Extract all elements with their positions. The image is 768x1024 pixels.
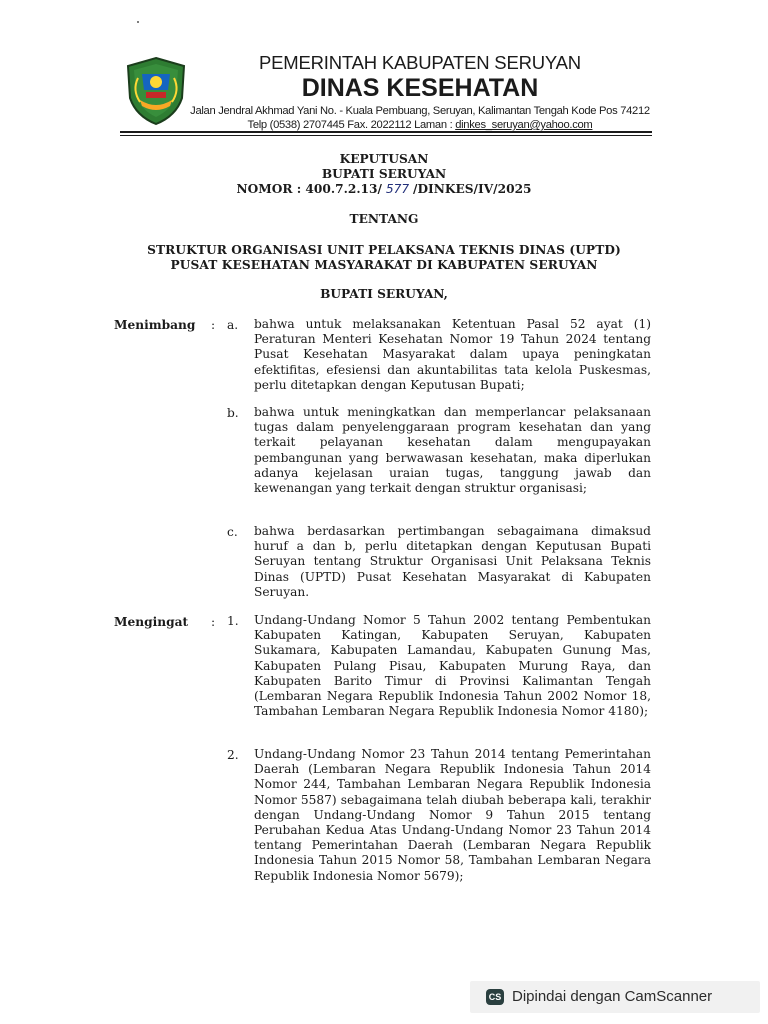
letterhead-rule-thick [120, 131, 652, 133]
mengingat-marker: 2. [227, 748, 239, 762]
letterhead-address: Jalan Jendral Akhmad Yani No. - Kuala Pembuang, Seruyan, Kalimantan Tengah Kode Pos 74212 [190, 105, 650, 117]
menimbang-marker: a. [227, 318, 239, 332]
letterhead-agency: DINAS KESEHATAN [301, 74, 539, 102]
camscanner-watermark [470, 981, 760, 1013]
scan-speck [137, 21, 139, 23]
decree-title-line: STRUKTUR ORGANISASI UNIT PELAKSANA TEKNIS DINAS (UPTD) [147, 243, 621, 257]
mengingat-colon: : [211, 615, 216, 629]
menimbang-item: bahwa berdasarkan pertimbangan sebagaimana dimaksud huruf a dan b, perlu ditetapkan dengan Keputusan Bupati Seruyan tentang Struktur Organisasi Unit Pelaksana Teknis Dinas (UPTD) Pusat Kesehatan Masyarakat di Kabupaten Seruyan. [254, 524, 651, 599]
decree-number-suffix: /DINKES/IV/2025 [413, 182, 532, 196]
letterhead-phone-fax: Telp (0538) 2707445 Fax. 2022112 Laman : [247, 119, 456, 131]
letterhead-government: PEMERINTAH KABUPATEN SERUYAN [259, 52, 581, 73]
mengingat-label: Mengingat [114, 615, 189, 629]
decree-type: KEPUTUSAN [339, 152, 429, 166]
decree-tentang: TENTANG [349, 212, 419, 226]
camscanner-logo-icon: CS [486, 989, 504, 1005]
regency-coat-of-arms-icon [124, 56, 188, 126]
menimbang-label: Menimbang [114, 318, 196, 332]
mengingat-item: Undang-Undang Nomor 23 Tahun 2014 tentang Pemerintahan Daerah (Lembaran Negara Republik Indonesia Tahun 2014 Nomor 244, Tambahan Lembaran Negara Republik Indonesia Nomor 5587) sebagaimana telah diubah beberapa kali, terakhir dengan Undang-Undang Nomor 9 Tahun 2015 tentang Perubahan Kedua Atas Undang-Undang Nomor 23 Tahun 2014 tentang Pemerintahan Daerah (Lembaran Negara Republik Indonesia Tahun 2015 Nomor 58, Tambahan Lembaran Negara Republik Indonesia Nomor 5679); [254, 747, 651, 883]
letterhead-contact [190, 118, 650, 132]
menimbang-marker: b. [227, 406, 239, 420]
menimbang-item: bahwa untuk meningkatkan dan memperlancar pelaksanaan tugas dalam penyelenggaraan program kesehatan dan yang terkait pelayanan kesehatan dalam mengupayakan pembangunan yang berwawasan kesehatan, maka diperlukan adanya kejelasan uraian tugas, tanggung jawab dan kewenangan yang terkait dengan struktur organisasi; [254, 405, 651, 496]
camscanner-label: Dipindai dengan CamScanner [512, 988, 713, 1005]
mengingat-marker: 1. [227, 614, 239, 628]
decree-heading [0, 152, 768, 197]
decree-issuer: BUPATI SERUYAN [321, 167, 447, 181]
letterhead-rule-thin [120, 135, 652, 136]
decree-number-handwritten: 577 [381, 182, 413, 196]
decree-official: BUPATI SERUYAN, [320, 287, 448, 301]
letterhead-email-link[interactable]: dinkes_seruyan@yahoo.com [455, 119, 593, 131]
decree-title [0, 243, 768, 273]
menimbang-marker: c. [227, 525, 238, 539]
menimbang-colon: : [211, 318, 216, 332]
decree-title-line: PUSAT KESEHATAN MASYARAKAT DI KABUPATEN SERUYAN [170, 258, 598, 272]
menimbang-item: bahwa untuk melaksanakan Ketentuan Pasal 52 ayat (1) Peraturan Menteri Kesehatan Nomor 19 Tahun 2024 tentang Pusat Kesehatan Masyarakat dalam upaya peningkatan efektifitas, efesiensi dan akuntabilitas tata kelola Puskesmas, perlu ditetapkan dengan Keputusan Bupati; [254, 317, 651, 392]
decree-number [0, 182, 768, 197]
mengingat-item: Undang-Undang Nomor 5 Tahun 2002 tentang Pembentukan Kabupaten Katingan, Kabupaten Seruyan, Kabupaten Sukamara, Kabupaten Lamandau, Kabupaten Gunung Mas, Kabupaten Pulang Pisau, Kabupaten Murung Raya, dan Kabupaten Barito Timur di Provinsi Kalimantan Tengah (Lembaran Negara Republik Indonesia Tahun 2002 Nomor 18, Tambahan Lembaran Negara Republik Indonesia Nomor 4180); [254, 613, 651, 719]
letterhead [190, 52, 650, 132]
decree-number-prefix: NOMOR : 400.7.2.13/ [236, 182, 382, 196]
